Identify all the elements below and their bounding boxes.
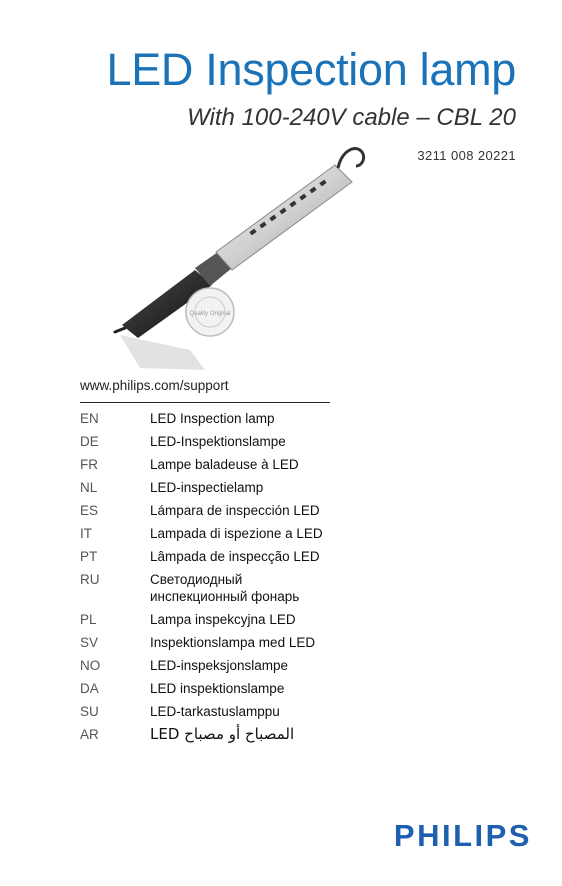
list-item: AR LED المصباح أو مصباح: [80, 725, 295, 743]
divider: [80, 402, 330, 403]
product-title: LED Inspection lamp: [106, 44, 516, 95]
support-url[interactable]: www.philips.com/support: [80, 378, 229, 393]
list-item: SV Inspektionslampa med LED: [80, 635, 316, 650]
list-item: IT Lampada di ispezione a LED: [80, 526, 323, 541]
list-item: DE LED-Inspektionslampe: [80, 434, 286, 449]
svg-text:Quality Original: Quality Original: [189, 311, 231, 317]
product-subtitle: With 100-240V cable – CBL 20: [187, 104, 516, 131]
lamp-image: [100, 140, 370, 370]
language-list: [80, 410, 380, 743]
quality-badge: [186, 288, 234, 336]
list-item: RU Светодиодный инспекционный фонарь: [80, 572, 300, 604]
list-item: DA LED inspektionslampe: [80, 681, 285, 696]
list-item: EN LED Inspection lamp: [80, 411, 275, 426]
product-code: 3211 008 20221: [417, 148, 516, 163]
list-item: NL LED-inspectielamp: [80, 480, 264, 495]
list-item: NO LED-inspeksjonslampe: [80, 658, 289, 673]
list-item: PL Lampa inspekcyjna LED: [80, 612, 296, 627]
philips-logo: PHILIPS: [393, 818, 532, 853]
list-item: ES Lámpara de inspección LED: [80, 503, 320, 518]
list-item: PT Lâmpada de inspecção LED: [80, 549, 320, 564]
list-item: FR Lampe baladeuse à LED: [80, 457, 299, 472]
list-item: SU LED-tarkastuslamppu: [80, 704, 280, 719]
